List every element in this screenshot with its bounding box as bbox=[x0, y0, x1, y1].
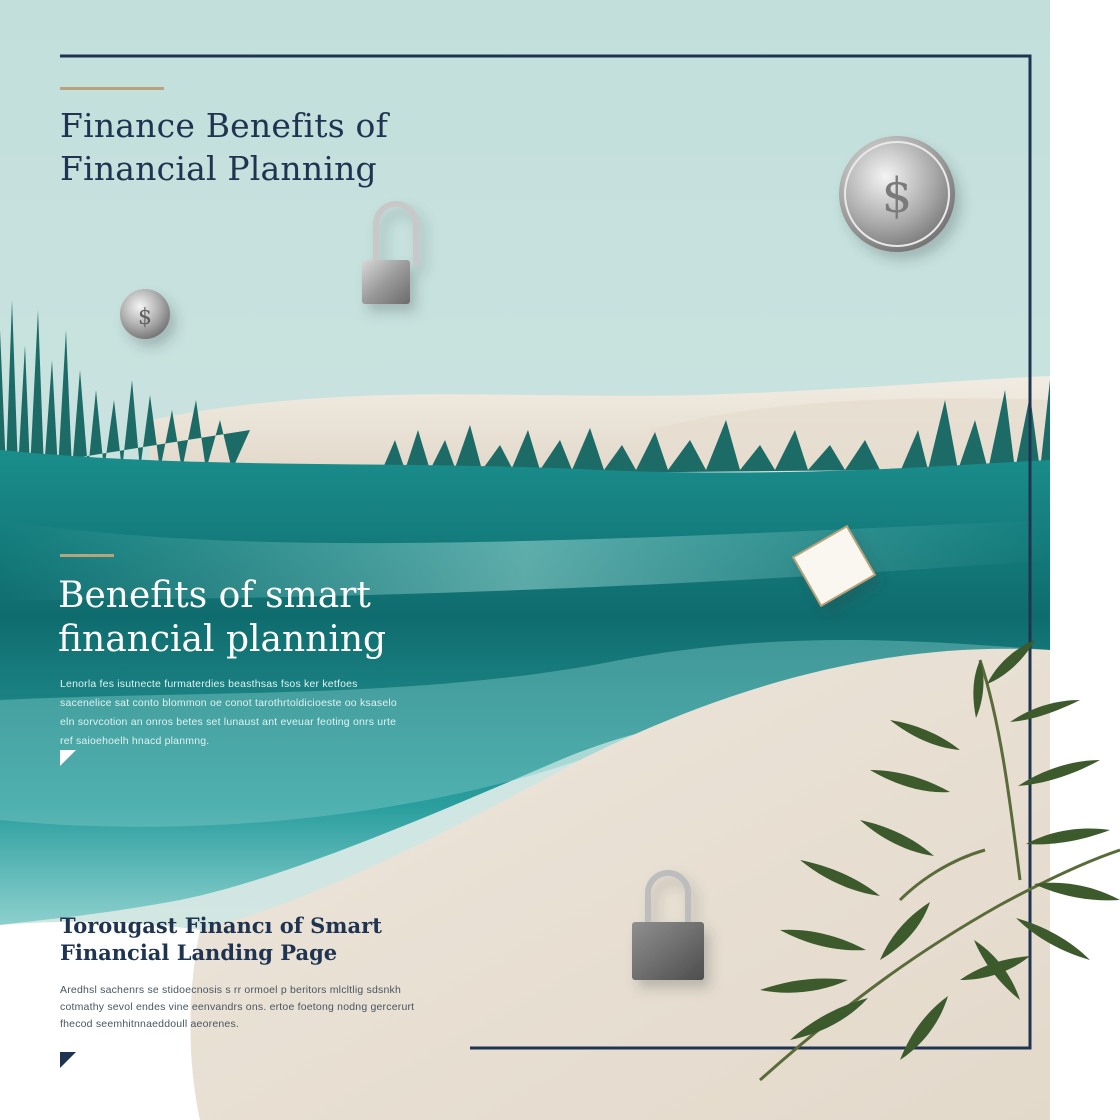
hero-title: Finance Benefits of Financial Planning bbox=[60, 106, 389, 188]
svg-text:$: $ bbox=[881, 168, 913, 224]
smart-section-body: Lenorla fes isutnecte furmaterdies beasthsas fsos ker ketfoes sacenelice sat conto blommon oe conot tarothrtoldicioeste oo ksaselo eln sorvcotion an onros betes set lunaust ant eveuar feoting onrs urte ref saioehoelh hnacd planmng. bbox=[60, 678, 397, 747]
dollar-coin-small-icon bbox=[120, 289, 170, 339]
gold-divider-smart bbox=[60, 554, 114, 557]
dollar-coin-large-icon bbox=[839, 136, 955, 252]
svg-text:$: $ bbox=[138, 305, 152, 330]
gold-divider-hero bbox=[60, 87, 164, 90]
smart-section-title: Benefits of smart financial planning bbox=[58, 575, 387, 660]
landing-section-title: Torougast Financı of Smart Financial Landing Page bbox=[60, 913, 382, 965]
landing-section-body: Aredhsl sachenrs se stidoecnosis s rr ormoel p beritors mlcltlig sdsnkh cotmathy sevol endes vine eenvandrs ons. ertoe foetong nodng gercerurt fhecod seemhitnnaeddoull aeorenes. bbox=[60, 984, 415, 1030]
